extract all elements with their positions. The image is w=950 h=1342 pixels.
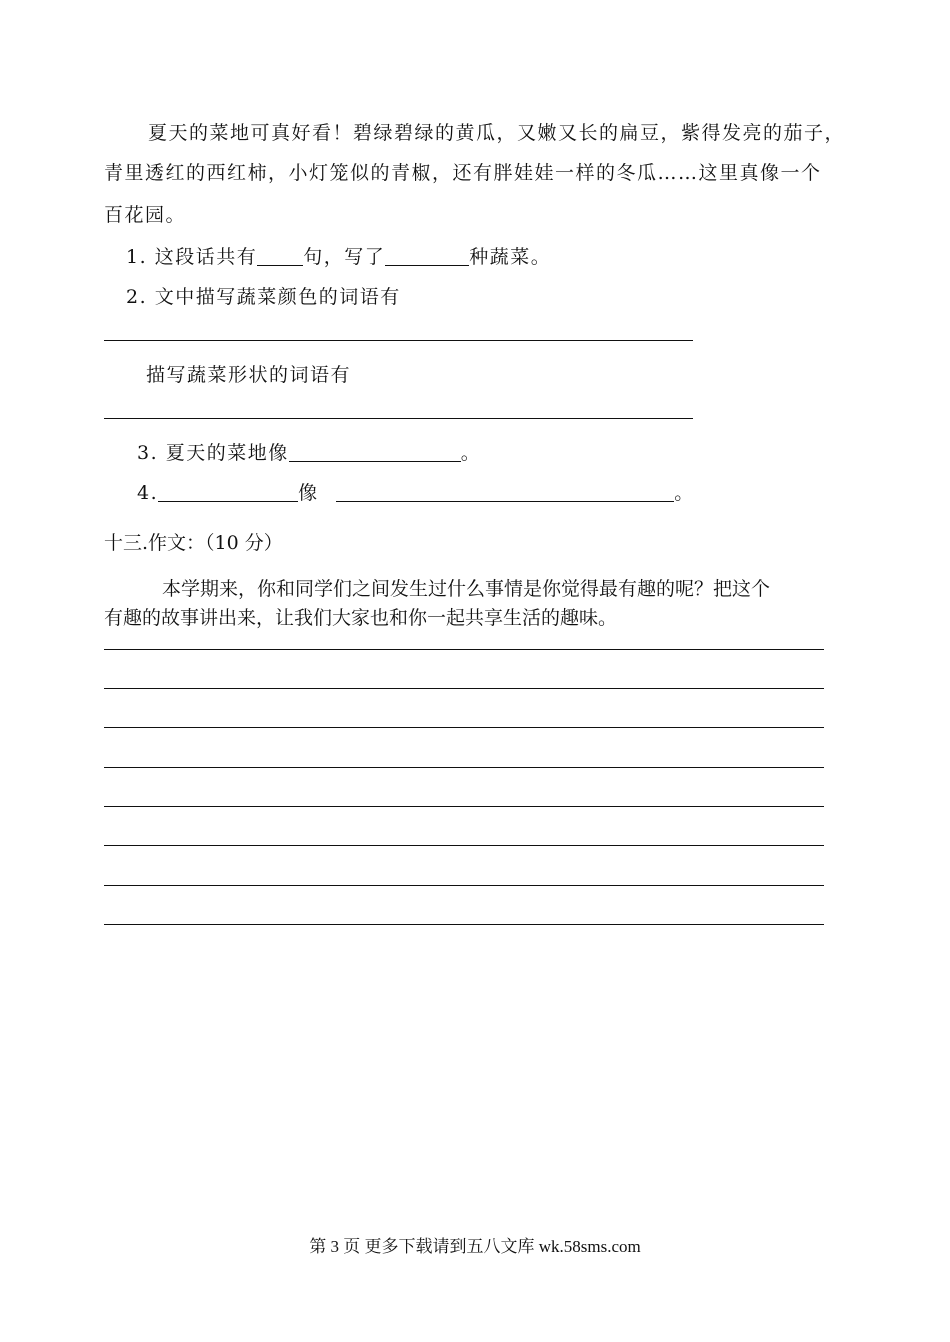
- page-footer: 第 3 页 更多下载请到五八文库 wk.58sms.com: [309, 1237, 641, 1256]
- answer-line-shape-words[interactable]: [104, 418, 693, 419]
- question-1-number: 1.: [126, 246, 148, 268]
- question-1-blank-sentences[interactable]: [257, 247, 303, 266]
- question-2b-text: 描写蔬菜形状的词语有: [146, 364, 352, 386]
- composition-heading: 十三.作文：（10 分）: [104, 532, 283, 554]
- question-4-blank-object[interactable]: [336, 483, 674, 502]
- question-4-end: 。: [674, 482, 695, 504]
- question-4-number: 4.: [137, 482, 159, 504]
- question-3-end: 。: [460, 442, 482, 464]
- writing-line-6[interactable]: [104, 845, 824, 846]
- question-4-blank-subject[interactable]: [158, 483, 298, 502]
- writing-line-5[interactable]: [104, 806, 824, 807]
- composition-prompt-line-2: 有趣的故事讲出来，让我们大家也和你一起共享生活的趣味。: [104, 607, 618, 629]
- question-3: [137, 438, 481, 465]
- writing-line-3[interactable]: [104, 727, 824, 728]
- passage-line-2: 青里透红的西红柿，小灯笼似的青椒，还有胖娃娃一样的冬瓜……这里真像一个: [104, 162, 822, 184]
- question-2-text: 文中描写蔬菜颜色的词语有: [154, 286, 401, 308]
- question-1-blank-vegetables[interactable]: [385, 247, 469, 266]
- question-3-number: 3.: [137, 442, 159, 464]
- question-1-text-b: 句，写了: [303, 246, 386, 268]
- composition-prompt-line-1: 本学期来，你和同学们之间发生过什么事情是你觉得最有趣的呢？把这个: [162, 578, 771, 600]
- writing-line-8[interactable]: [104, 924, 824, 925]
- question-2-number: 2.: [126, 286, 148, 308]
- writing-line-7[interactable]: [104, 885, 824, 886]
- question-4: [137, 478, 695, 505]
- question-3-text: 夏天的菜地像: [165, 442, 289, 464]
- question-3-blank[interactable]: [289, 443, 461, 462]
- question-4-mid: 像: [298, 482, 319, 504]
- question-1-text-c: 种蔬菜。: [469, 246, 552, 268]
- passage-line-3: 百花园。: [104, 204, 187, 226]
- writing-line-4[interactable]: [104, 767, 824, 768]
- question-1: [126, 242, 551, 269]
- question-1-text-a: 这段话共有: [154, 246, 258, 268]
- writing-line-1[interactable]: [104, 649, 824, 650]
- answer-line-color-words[interactable]: [104, 340, 693, 341]
- passage-line-1: 夏天的菜地可真好看！碧绿碧绿的黄瓜，又嫩又长的扁豆，紫得发亮的茄子，: [148, 122, 846, 144]
- writing-line-2[interactable]: [104, 688, 824, 689]
- question-2: [126, 282, 401, 309]
